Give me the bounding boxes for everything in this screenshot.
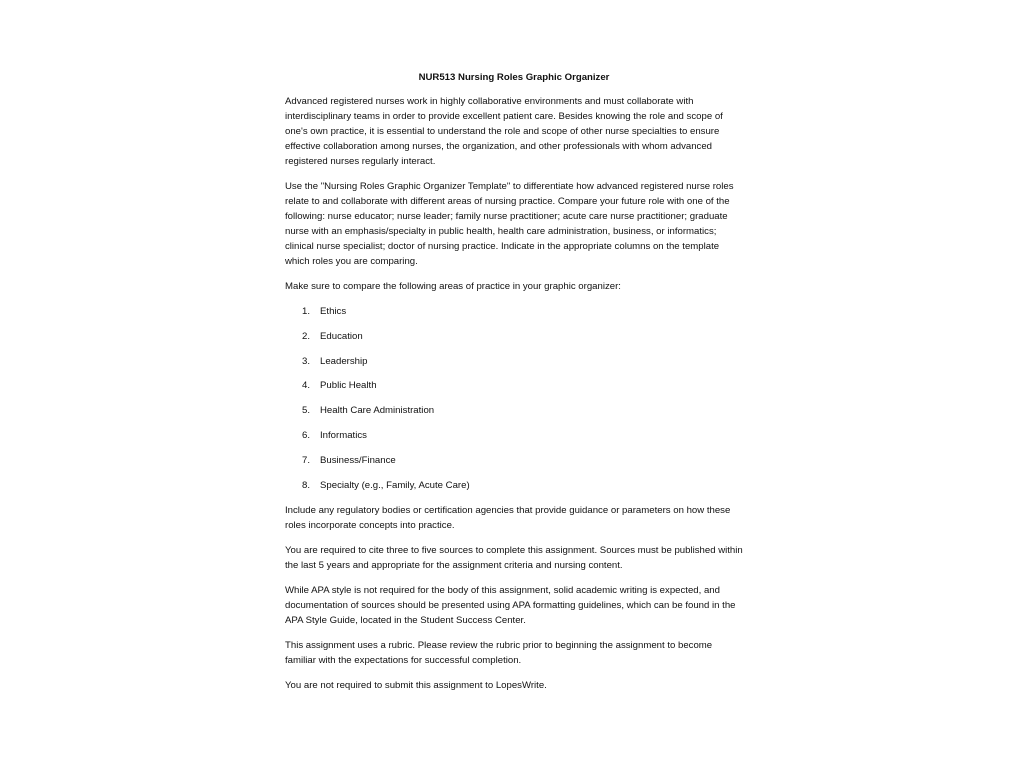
- areas-list: [285, 304, 743, 493]
- lopeswrite-paragraph: You are not required to submit this assignment to LopesWrite.: [285, 679, 547, 691]
- list-item-number: 8.: [302, 479, 311, 491]
- list-item-number: 4.: [302, 380, 311, 392]
- instructions-paragraph: Use the "Nursing Roles Graphic Organizer Template" to differentiate how advanced registered nurse roles relate to and collaborate with different areas of nursing practice. Compare your future role with one of the following: nurse educator; nurse leader; family nurse practitioner; acute care nurse practitioner; graduate nurse with an emphasis/specialty in public health, health care administration, business, or informatics; clinical nurse specialist; doctor of nursing practice. Indicate in the appropriate columns on the template which roles you are comparing.: [285, 181, 734, 267]
- list-item: [285, 478, 743, 493]
- list-item: [285, 453, 743, 468]
- list-item: [285, 329, 743, 344]
- list-item-number: 6.: [302, 429, 311, 441]
- list-item-number: 1.: [302, 306, 311, 317]
- intro-paragraph: Advanced registered nurses work in highly collaborative environments and must collaborate with interdisciplinary teams in order to provide excellent patient care. Besides knowing the role and scope of one's own practice, it is essential to understand the role and scope of other nurse specialties to ensure effective collaboration among nurses, the organization, and other professionals with whom advanced registered nurses regularly interact.: [285, 96, 723, 167]
- list-item-label: Informatics: [320, 429, 367, 441]
- list-item-number: 3.: [302, 355, 311, 367]
- list-item-number: 7.: [302, 454, 311, 466]
- compare-intro-paragraph: Make sure to compare the following areas of practice in your graphic organizer:: [285, 281, 621, 292]
- apa-paragraph: While APA style is not required for the body of this assignment, solid academic writing is expected, and documentation of sources should be presented using APA formatting guidelines, which can be found in the APA Style Guide, located in the Student Success Center.: [285, 584, 736, 626]
- document-title: NUR513 Nursing Roles Graphic Organizer: [418, 72, 610, 83]
- document-content: [285, 70, 743, 703]
- list-item: [285, 304, 743, 319]
- list-item: [285, 378, 743, 393]
- sources-paragraph: You are required to cite three to five sources to complete this assignment. Sources must be published within the last 5 years and appropriate for the assignment criteria and nursing content.: [285, 544, 743, 571]
- list-item-label: Leadership: [320, 355, 368, 367]
- list-item-label: Business/Finance: [320, 454, 396, 466]
- list-item-number: 2.: [302, 330, 311, 342]
- list-item-label: Health Care Administration: [320, 405, 435, 417]
- list-item: [285, 354, 743, 369]
- list-item: [285, 428, 743, 443]
- list-item-number: 5.: [302, 405, 311, 417]
- list-item-label: Ethics: [320, 306, 347, 317]
- regulatory-paragraph: Include any regulatory bodies or certification agencies that provide guidance or parameters on how these roles incorporate concepts into practice.: [285, 504, 731, 531]
- list-item-label: Specialty (e.g., Family, Acute Care): [320, 479, 470, 491]
- rubric-paragraph: This assignment uses a rubric. Please review the rubric prior to beginning the assignment to become familiar with the expectations for successful completion.: [285, 639, 713, 666]
- list-item-label: Public Health: [320, 380, 377, 392]
- list-item: [285, 403, 743, 418]
- list-item-label: Education: [320, 330, 363, 342]
